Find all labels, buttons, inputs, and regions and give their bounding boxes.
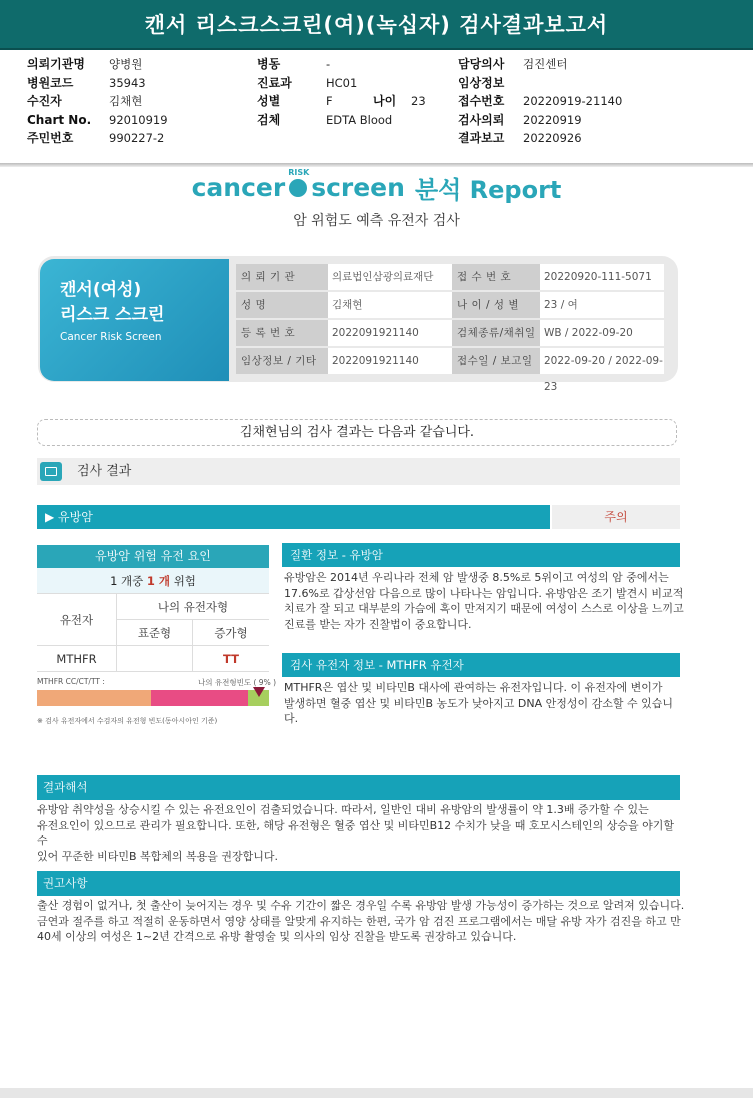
rec-line-2: 금연과 절주를 하고 적절히 운동하면서 영양 상태를 알맞게 유지하는 한편, 국가 암 검진 프로그램에서는 매달 유방 자가 검진을 하고 만: [37, 914, 681, 928]
risk-count-row: [37, 568, 269, 594]
risk-table-head: 유방암 위험 유전 요인: [37, 545, 269, 568]
page-bottom-strip: [0, 1088, 753, 1098]
disease-line-3: 치료가 잘 되고 대부분의 가슴에 혹이 만져지기 때문에 여성이 스스로 이상을 느끼고: [284, 602, 684, 615]
disease-info-text: [284, 570, 684, 632]
genotype-grid: [37, 594, 269, 672]
logo-screen-text: screen: [311, 173, 405, 202]
card-brand-panel: [40, 259, 229, 381]
interp-line-3: 있어 꾸준한 비타민B 복합체의 복용을 권장합니다.: [37, 849, 279, 863]
risk-ball-icon: [288, 167, 310, 197]
card-label-age-sex: 나 이 / 성 별: [452, 292, 540, 318]
label-report-date: 결과보고: [458, 131, 505, 145]
section-title: 검사 결과: [77, 464, 132, 479]
card-title-line1: 캔서(여성): [60, 280, 142, 300]
label-resident-no: 주민번호: [27, 131, 74, 145]
card-label-registration: 등 록 번 호: [236, 320, 328, 346]
result-greeting: 김채현님의 검사 결과는 다음과 같습니다.: [37, 419, 677, 446]
card-value-name: 김채현: [328, 292, 452, 318]
label-ward: 병동: [257, 57, 281, 71]
result-folder-icon: [40, 462, 62, 481]
interp-line-2: 유전요인이 있으므로 관리가 필요합니다. 또한, 해당 유전형은 혈중 엽산 및 비타민B12 수치가 낮을 때 호모시스테인의 상승을 야기할 수: [37, 818, 675, 847]
patient-header: [0, 55, 753, 165]
logo-cancer-text: cancer: [191, 173, 286, 202]
card-value-specimen: WB / 2022-09-20: [540, 320, 664, 346]
risk-count-num: 1 개: [146, 574, 171, 588]
cancer-screen-logo: [0, 167, 753, 210]
risk-count-post: 위험: [170, 574, 196, 588]
value-chart-no: 92010919: [109, 112, 168, 127]
value-patient: 김채현: [109, 94, 143, 108]
risk-count-pre: 1 개중: [110, 574, 147, 588]
card-title-line2: 리스크 스크린: [60, 305, 165, 325]
label-chart-no: Chart No.: [27, 112, 92, 127]
report-title: 캔서 리스크스크린(여)(녹십자) 검사결과보고서: [144, 13, 609, 37]
risk-status-badge: 주의: [552, 505, 680, 529]
label-hospital-code: 병원코드: [27, 75, 74, 90]
card-title-en: Cancer Risk Screen: [60, 331, 162, 343]
header-col-1: [27, 55, 247, 148]
disease-line-2: 17.6%로 갑상선암 다음으로 많이 나타나는 암입니다. 유방암은 조기 발견시 비교적: [284, 586, 684, 600]
my-genotype-marker-icon: [253, 687, 265, 697]
cancer-type-bar: ▶ 유방암: [37, 505, 550, 529]
card-value-institution: 의료법인삼광의료재단: [328, 264, 452, 290]
value-ward: -: [326, 57, 331, 71]
label-sex: 성별: [257, 94, 281, 108]
value-doctor: 검진센터: [523, 57, 568, 71]
section-header: [37, 458, 680, 485]
value-institution: 양병원: [109, 57, 143, 71]
card-value-clinical: 2022091921140: [328, 348, 452, 374]
interpretation-header: 결과해석: [37, 775, 680, 800]
recommendation-header: 권고사항: [37, 871, 680, 896]
increased-value-cell: TT: [193, 646, 269, 672]
label-specimen: 검체: [257, 112, 281, 127]
gene-line-2: 발생하면 혈중 엽산 및 비타민B 농도가 낮아지고 DNA 안정성이 감소할 수 있습니다.: [284, 696, 674, 725]
disease-info-header: 질환 정보 - 유방암: [282, 543, 680, 567]
genotype-frequency-bar: [37, 690, 269, 706]
freq-segment-1: [37, 690, 151, 706]
label-institution: 의뢰기관명: [27, 57, 85, 71]
header-col-3: [458, 55, 688, 148]
interpretation-text: [37, 802, 687, 864]
value-specimen: EDTA Blood: [326, 112, 393, 127]
freq-label-left: MTHFR CC/CT/TT :: [37, 677, 105, 686]
label-age: 나이: [373, 94, 397, 108]
standard-type-header: 표준형: [117, 620, 193, 646]
label-clinical-info: 임상정보: [458, 75, 505, 90]
patient-info-card: [38, 256, 678, 393]
card-value-registration: 2022091921140: [328, 320, 452, 346]
card-value-receipt: 20220920-111-5071: [540, 264, 664, 290]
card-value-age-sex: 23 / 여: [540, 292, 664, 318]
card-label-clinical: 임상정보 / 기타: [236, 348, 328, 374]
value-report-date: 20220926: [523, 131, 582, 145]
risk-factor-table: [37, 545, 269, 666]
gene-info-text: [284, 680, 684, 727]
gene-name-cell: MTHFR: [37, 646, 117, 672]
value-department: HC01: [326, 75, 358, 90]
value-hospital-code: 35943: [109, 75, 146, 90]
value-sex: F: [326, 94, 333, 108]
report-subtitle: 암 위험도 예측 유전자 검사: [293, 213, 460, 229]
value-resident-no: 990227-2: [109, 131, 165, 145]
recommendation-text: [37, 898, 687, 945]
my-genotype-header: 나의 유전자형: [117, 594, 269, 620]
rec-line-3: 40세 이상의 여성은 1~2년 간격으로 유방 촬영술 및 의사의 임상 진찰을 받도록 권장하고 있습니다.: [37, 930, 517, 943]
label-receipt-no: 접수번호: [458, 94, 505, 108]
card-label-specimen: 검체종류/채취일: [452, 320, 540, 346]
logo-report-text: 분석 Report: [414, 176, 562, 204]
logo-risk-text: RISK: [288, 167, 310, 177]
label-request-date: 검사의뢰: [458, 112, 505, 127]
increased-type-header: 증가형: [193, 620, 269, 646]
report-banner: [0, 0, 753, 50]
freq-segment-2: [151, 690, 248, 706]
card-label-dates: 접수일 / 보고일: [452, 348, 540, 374]
card-label-institution: 의 뢰 기 관: [236, 264, 328, 290]
value-age: 23: [411, 94, 426, 108]
label-patient: 수진자: [27, 94, 62, 108]
header-col-2: [257, 55, 447, 129]
freq-note: ※ 검사 유전자에서 수검자의 유전형 빈도(동아시아인 기준): [37, 717, 218, 725]
disease-line-4: 진료를 받는 자가 진찰법이 중요합니다.: [284, 617, 472, 631]
card-value-dates: 2022-09-20 / 2022-09-23: [540, 348, 664, 374]
header-divider: [0, 163, 753, 167]
label-doctor: 담당의사: [458, 57, 505, 71]
gene-line-1: MTHFR은 엽산 및 비타민B 대사에 관여하는 유전자입니다. 이 유전자에 변이가: [284, 681, 663, 694]
card-label-receipt: 접 수 번 호: [452, 264, 540, 290]
interp-line-1: 유방암 취약성을 상승시킬 수 있는 유전요인이 검출되었습니다. 따라서, 일반인 대비 유방암의 발생률이 약 1.3배 증가할 수 있는: [37, 803, 649, 816]
gene-info-header: 검사 유전자 정보 - MTHFR 유전자: [282, 653, 680, 677]
card-label-name: 성 명: [236, 292, 328, 318]
standard-value-cell: [117, 646, 193, 672]
rec-line-1: 출산 경험이 없거나, 첫 출산이 늦어지는 경우 및 수유 기간이 짧은 경우일 수록 유방암 발생 가능성이 증가하는 것으로 알려져 있습니다.: [37, 899, 685, 912]
label-department: 진료과: [257, 75, 292, 90]
disease-line-1: 유방암은 2014년 우리나라 전체 암 발생중 8.5%로 5위이고 여성의 암 중에서는: [284, 571, 669, 584]
value-request-date: 20220919: [523, 112, 582, 127]
value-receipt-no: 20220919-21140: [523, 94, 623, 108]
gene-column-header: 유전자: [37, 594, 117, 646]
freq-label-right: 나의 유전형빈도 ( 9% ): [198, 678, 277, 687]
